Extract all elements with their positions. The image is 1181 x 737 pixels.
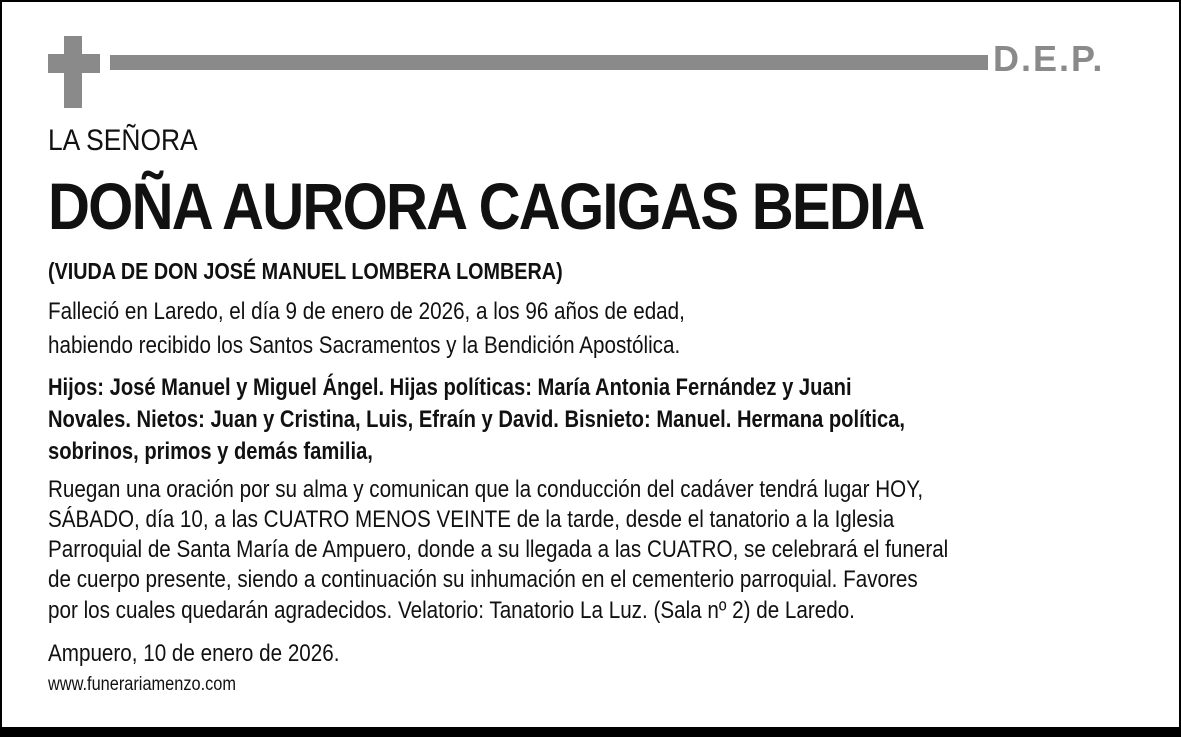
request-line: de cuerpo presente, siendo a continuación su inhumación en el cementerio parroquial. Favores xyxy=(48,566,918,593)
request-line: SÁBADO, día 10, a las CUATRO MENOS VEINTE de la tarde, desde el tanatorio a la Iglesia xyxy=(48,506,895,533)
website-link[interactable]: www.funerariamenzo.com xyxy=(48,674,236,695)
header-rule xyxy=(110,55,988,70)
death-line: habiendo recibido los Santos Sacramentos y la Bendición Apostólica. xyxy=(48,332,681,359)
title: LA SEÑORA xyxy=(48,124,198,157)
dep-label: D.E.P. xyxy=(993,38,1105,79)
family-line: sobrinos, primos y demás familia, xyxy=(48,438,373,465)
cross-icon-arm xyxy=(48,54,100,73)
widow-of: (VIUDA DE DON JOSÉ MANUEL LOMBERA LOMBERA) xyxy=(48,258,563,284)
request-line: Parroquial de Santa María de Ampuero, donde a su llegada a las CUATRO, se celebrará el funeral xyxy=(48,536,949,563)
death-line: Falleció en Laredo, el día 9 de enero de 2026, a los 96 años de edad, xyxy=(48,298,685,325)
request-line: por los cuales quedarán agradecidos. Velatorio: Tanatorio La Luz. (Sala nº 2) de Laredo. xyxy=(48,597,855,624)
family-line: Hijos: José Manuel y Miguel Ángel. Hijas políticas: María Antonia Fernández y Juani xyxy=(48,374,852,401)
deceased-name: DOÑA AURORA CAGIGAS BEDIA xyxy=(48,169,924,243)
request-line: Ruegan una oración por su alma y comunican que la conducción del cadáver tendrá lugar HOY, xyxy=(48,476,924,503)
bottom-border xyxy=(0,727,1181,737)
place-date: Ampuero, 10 de enero de 2026. xyxy=(48,640,340,667)
family-line: Novales. Nietos: Juan y Cristina, Luis, Efraín y David. Bisnieto: Manuel. Hermana política, xyxy=(48,406,906,433)
